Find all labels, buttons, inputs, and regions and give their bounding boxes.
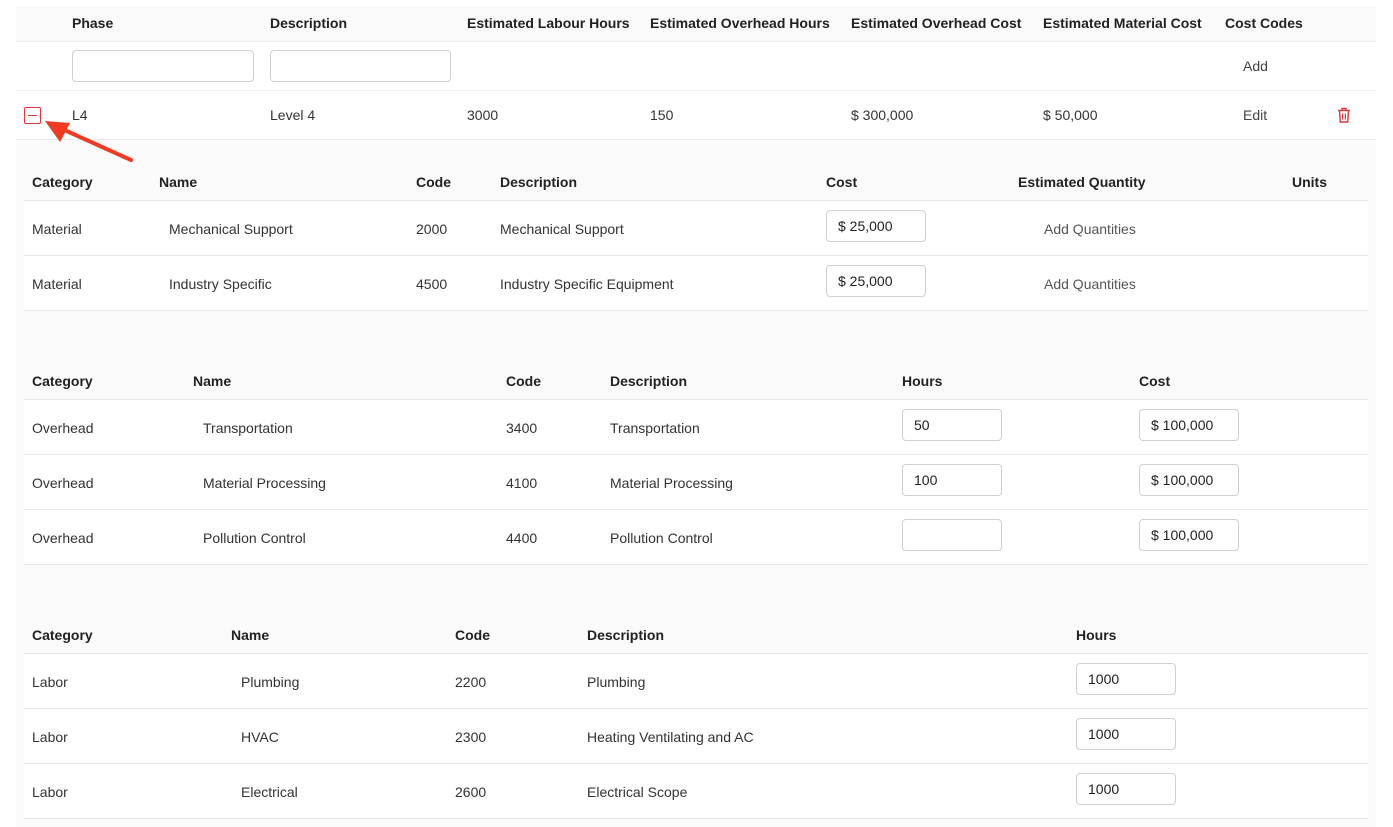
material-col-name: Name bbox=[159, 174, 198, 190]
material-name: Industry Specific bbox=[169, 276, 272, 292]
labor-description: Electrical Scope bbox=[587, 784, 688, 800]
labor-hours-input[interactable] bbox=[1076, 718, 1176, 750]
overhead-row bbox=[24, 510, 1368, 565]
material-row bbox=[24, 256, 1368, 311]
material-description: Industry Specific Equipment bbox=[500, 276, 674, 292]
edit-link[interactable]: Edit bbox=[1243, 107, 1268, 123]
labor-table-header bbox=[24, 616, 1368, 654]
overhead-table-header bbox=[24, 362, 1368, 400]
labor-hours-input[interactable] bbox=[1076, 773, 1176, 805]
material-col-estimated-quantity: Estimated Quantity bbox=[1018, 174, 1146, 190]
labor-name: Plumbing bbox=[241, 674, 300, 690]
col-header-labour-hours: Estimated Labour Hours bbox=[467, 15, 630, 31]
material-table-header bbox=[24, 163, 1368, 201]
new-phase-input[interactable] bbox=[72, 50, 254, 82]
material-col-code: Code bbox=[416, 174, 451, 190]
overhead-description: Material Processing bbox=[610, 475, 733, 491]
trash-icon[interactable] bbox=[1337, 107, 1351, 123]
col-header-phase: Phase bbox=[72, 15, 114, 31]
labor-row bbox=[24, 709, 1368, 764]
col-header-overhead-cost: Estimated Overhead Cost bbox=[851, 15, 1022, 31]
add-quantities-link[interactable]: Add Quantities bbox=[1044, 276, 1136, 292]
material-description: Mechanical Support bbox=[500, 221, 624, 237]
phase-row bbox=[16, 91, 1376, 140]
overhead-category: Overhead bbox=[32, 475, 94, 491]
labor-name: HVAC bbox=[241, 729, 279, 745]
material-code: 2000 bbox=[416, 221, 448, 237]
material-name: Mechanical Support bbox=[169, 221, 293, 237]
overhead-name: Pollution Control bbox=[203, 530, 306, 546]
labor-description: Plumbing bbox=[587, 674, 646, 690]
overhead-row bbox=[24, 400, 1368, 455]
overhead-cost-input[interactable] bbox=[1139, 464, 1239, 496]
overhead-col-name: Name bbox=[193, 373, 232, 389]
material-code: 4500 bbox=[416, 276, 448, 292]
labor-category: Labor bbox=[32, 729, 68, 745]
material-col-description: Description bbox=[500, 174, 578, 190]
overhead-cost-cell: $ 300,000 bbox=[851, 107, 914, 123]
labor-col-category: Category bbox=[32, 627, 93, 643]
material-col-cost: Cost bbox=[826, 174, 858, 190]
new-description-input[interactable] bbox=[270, 50, 451, 82]
overhead-col-code: Code bbox=[506, 373, 541, 389]
add-phase-link[interactable]: Add bbox=[1243, 58, 1268, 74]
description-cell: Level 4 bbox=[270, 107, 316, 123]
overhead-name: Transportation bbox=[203, 420, 293, 436]
material-category: Material bbox=[32, 276, 82, 292]
overhead-col-cost: Cost bbox=[1139, 373, 1171, 389]
overhead-cost-input[interactable] bbox=[1139, 519, 1239, 551]
material-col-category: Category bbox=[32, 174, 93, 190]
labour-hours-cell: 3000 bbox=[467, 107, 499, 123]
new-phase-row bbox=[16, 42, 1376, 91]
col-header-cost-codes: Cost Codes bbox=[1225, 15, 1303, 31]
overhead-col-description: Description bbox=[610, 373, 688, 389]
overhead-col-category: Category bbox=[32, 373, 93, 389]
col-header-material-cost: Estimated Material Cost bbox=[1043, 15, 1202, 31]
overhead-hours-cell: 150 bbox=[650, 107, 674, 123]
overhead-hours-input[interactable] bbox=[902, 464, 1002, 496]
material-cost-input[interactable] bbox=[826, 210, 926, 242]
overhead-code: 3400 bbox=[506, 420, 538, 436]
overhead-description: Transportation bbox=[610, 420, 700, 436]
overhead-col-hours: Hours bbox=[902, 373, 943, 389]
labor-row bbox=[24, 764, 1368, 819]
overhead-name: Material Processing bbox=[203, 475, 326, 491]
col-header-description: Description bbox=[270, 15, 348, 31]
overhead-code: 4400 bbox=[506, 530, 538, 546]
labor-description: Heating Ventilating and AC bbox=[587, 729, 754, 745]
minus-square-icon[interactable] bbox=[24, 107, 41, 124]
overhead-row bbox=[24, 455, 1368, 510]
material-category: Material bbox=[32, 221, 82, 237]
material-cost-input[interactable] bbox=[826, 265, 926, 297]
labor-col-code: Code bbox=[455, 627, 490, 643]
col-header-overhead-hours: Estimated Overhead Hours bbox=[650, 15, 830, 31]
labor-row bbox=[24, 654, 1368, 709]
annotation-arrow-icon bbox=[40, 118, 136, 164]
labor-code: 2200 bbox=[455, 674, 487, 690]
overhead-category: Overhead bbox=[32, 530, 94, 546]
labor-category: Labor bbox=[32, 784, 68, 800]
overhead-cost-input[interactable] bbox=[1139, 409, 1239, 441]
labor-category: Labor bbox=[32, 674, 68, 690]
labor-code: 2600 bbox=[455, 784, 487, 800]
labor-col-name: Name bbox=[231, 627, 270, 643]
labor-col-hours: Hours bbox=[1076, 627, 1117, 643]
add-quantities-link[interactable]: Add Quantities bbox=[1044, 221, 1136, 237]
material-cost-cell: $ 50,000 bbox=[1043, 107, 1098, 123]
material-row bbox=[24, 201, 1368, 256]
material-col-units: Units bbox=[1292, 174, 1327, 190]
overhead-hours-input[interactable] bbox=[902, 519, 1002, 551]
overhead-description: Pollution Control bbox=[610, 530, 713, 546]
labor-col-description: Description bbox=[587, 627, 665, 643]
labor-name: Electrical bbox=[241, 784, 298, 800]
overhead-hours-input[interactable] bbox=[902, 409, 1002, 441]
labor-hours-input[interactable] bbox=[1076, 663, 1176, 695]
overhead-category: Overhead bbox=[32, 420, 94, 436]
overhead-code: 4100 bbox=[506, 475, 538, 491]
labor-code: 2300 bbox=[455, 729, 487, 745]
phase-cell: L4 bbox=[72, 107, 88, 123]
main-table-header bbox=[16, 6, 1376, 42]
